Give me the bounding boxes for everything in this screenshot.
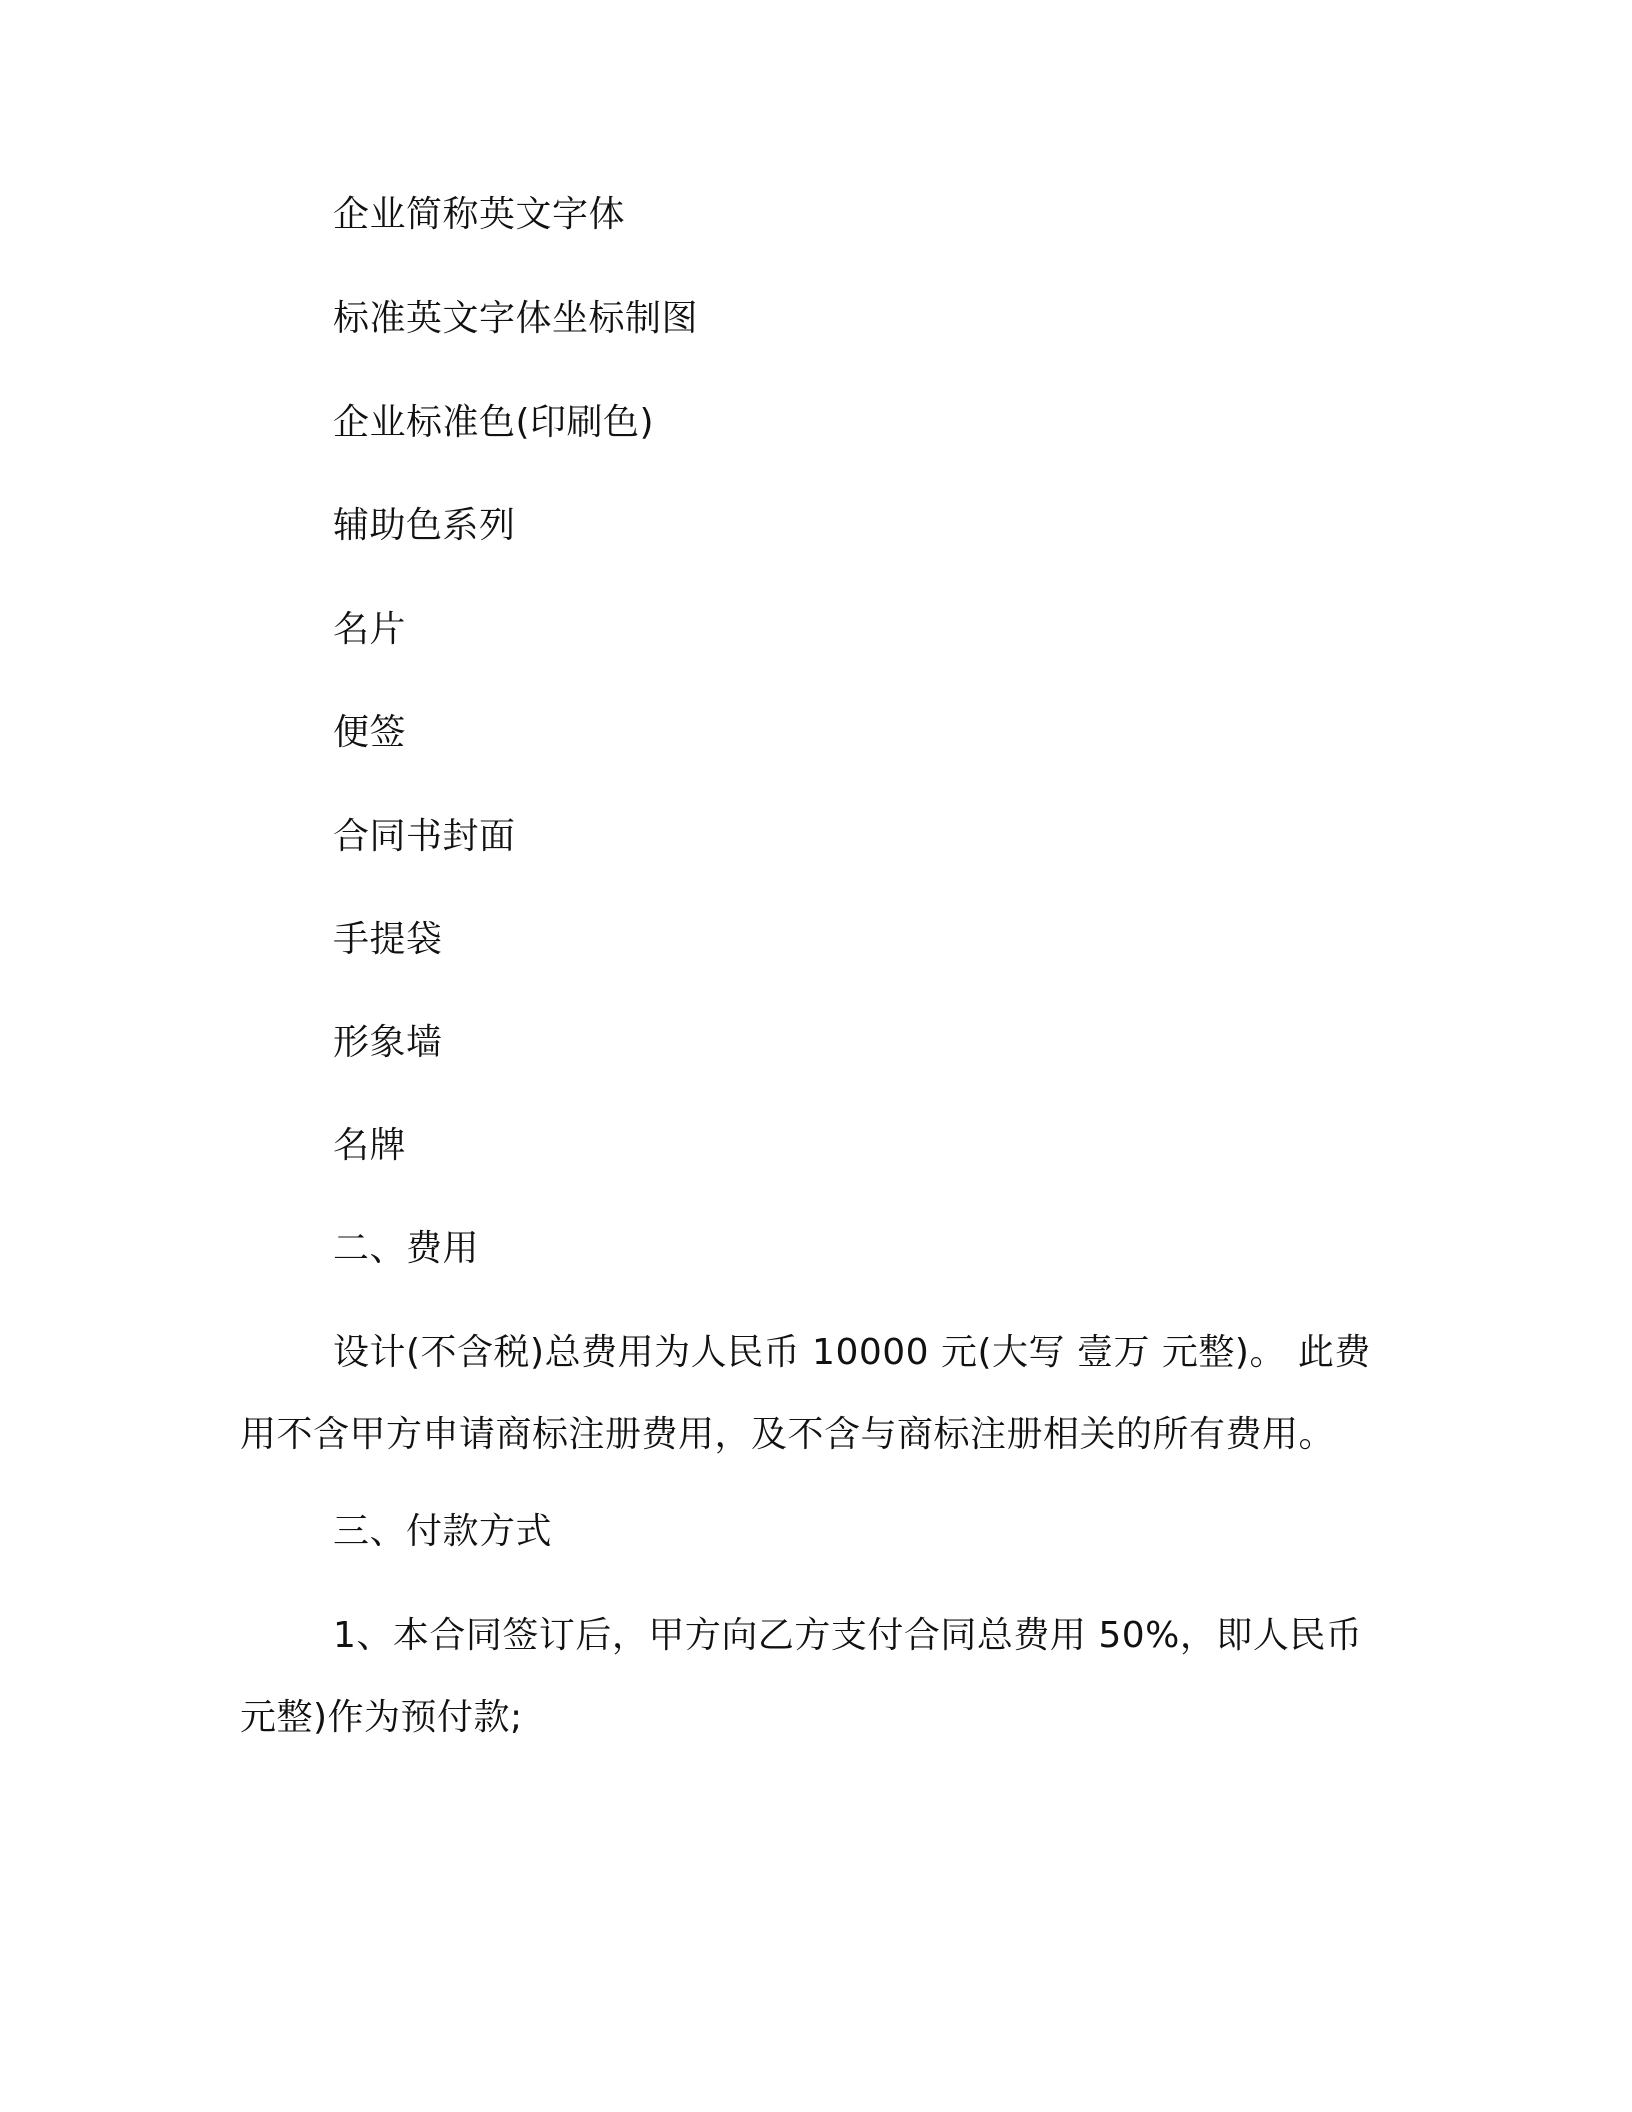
item-handbag: 手提袋 xyxy=(333,919,443,960)
item-standard-color: 企业标准色(印刷色) xyxy=(333,402,655,443)
item-english-short-name-font: 企业简称英文字体 xyxy=(333,194,626,235)
item-business-card: 名片 xyxy=(333,609,407,650)
fees-paragraph: 设计(不含税)总费用为人民币 10000 元(大写 壹万 元整)。 此费用不含甲方申请商标注册费用，及不含与商标注册相关的所有费用。 xyxy=(240,1332,1371,1455)
item-contract-cover: 合同书封面 xyxy=(333,816,516,857)
payment-clause-1: 1、本合同签订后，甲方向乙方支付合同总费用 50%，即人民币 元整)作为预付款; xyxy=(240,1615,1363,1738)
section-heading-payment: 三、付款方式 xyxy=(333,1511,553,1552)
item-notepad: 便签 xyxy=(333,712,407,753)
item-auxiliary-colors: 辅助色系列 xyxy=(333,505,516,546)
item-english-font-grid: 标准英文字体坐标制图 xyxy=(333,298,699,339)
section-heading-fees: 二、费用 xyxy=(333,1228,480,1269)
item-nameplate: 名牌 xyxy=(333,1125,407,1166)
item-image-wall: 形象墙 xyxy=(333,1022,443,1063)
